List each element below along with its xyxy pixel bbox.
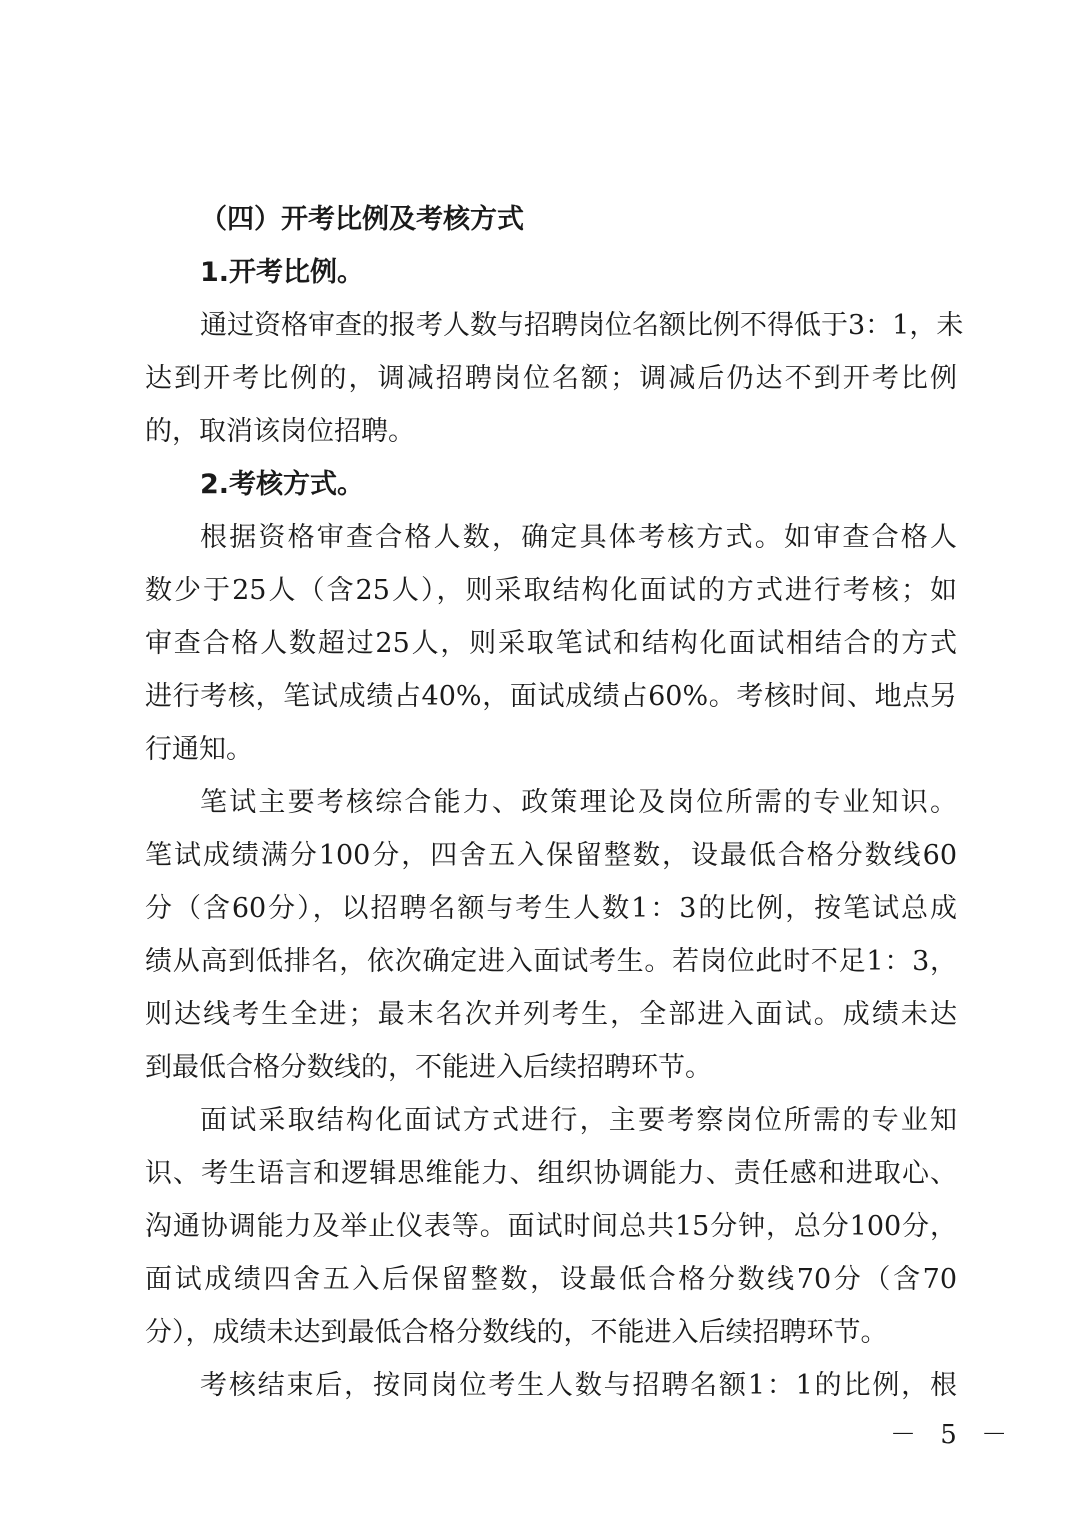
paragraph-3-line: 绩从高到低排名，依次确定进入面试考生。若岗位此时不足1：3，	[145, 946, 957, 977]
paragraph-3-line: 笔试成绩满分100分，四舍五入保留整数，设最低合格分数线60	[145, 840, 957, 871]
paragraph-4-line: 面试成绩四舍五入后保留整数，设最低合格分数线70分（含70	[145, 1264, 957, 1295]
paragraph-3-line: 分（含60分），以招聘名额与考生人数1：3的比例，按笔试总成	[145, 893, 957, 924]
paragraph-2-line: 根据资格审查合格人数，确定具体考核方式。如审查合格人	[200, 522, 957, 553]
paragraph-1-line: 达到开考比例的，调减招聘岗位名额；调减后仍达不到开考比例	[145, 363, 957, 394]
paragraph-5-line: 考核结束后，按同岗位考生人数与招聘名额1：1的比例，根	[200, 1370, 957, 1401]
paragraph-4-line: 沟通协调能力及举止仪表等。面试时间总共15分钟，总分100分，	[145, 1211, 957, 1242]
paragraph-4-line: 识、考生语言和逻辑思维能力、组织协调能力、责任感和进取心、	[145, 1158, 957, 1189]
subsection-heading-2: 2.考核方式。	[200, 469, 365, 500]
paragraph-4-line: 面试采取结构化面试方式进行，主要考察岗位所需的专业知	[200, 1105, 957, 1136]
paragraph-3-line: 则达线考生全进；最末名次并列考生，全部进入面试。成绩未达	[145, 999, 957, 1030]
paragraph-2-line: 进行考核，笔试成绩占40%，面试成绩占60%。考核时间、地点另	[145, 681, 957, 712]
paragraph-1-line: 通过资格审查的报考人数与招聘岗位名额比例不得低于3：1，未	[200, 310, 964, 341]
paragraph-2-line: 行通知。	[145, 734, 253, 765]
paragraph-2-line: 数少于25人（含25人），则采取结构化面试的方式进行考核；如	[145, 575, 957, 606]
subsection-heading-1: 1.开考比例。	[200, 257, 365, 288]
paragraph-4-line: 分），成绩未达到最低合格分数线的，不能进入后续招聘环节。	[145, 1317, 888, 1348]
page-number: － 5 －	[890, 1420, 1016, 1450]
paragraph-2-line: 审查合格人数超过25人，则采取笔试和结构化面试相结合的方式	[145, 628, 957, 659]
paragraph-1-line: 的，取消该岗位招聘。	[145, 416, 415, 447]
section-heading: （四）开考比例及考核方式	[200, 204, 524, 235]
paragraph-3-line: 到最低合格分数线的，不能进入后续招聘环节。	[145, 1052, 712, 1083]
paragraph-3-line: 笔试主要考核综合能力、政策理论及岗位所需的专业知识。	[200, 787, 957, 818]
document-page	[145, 193, 964, 1412]
